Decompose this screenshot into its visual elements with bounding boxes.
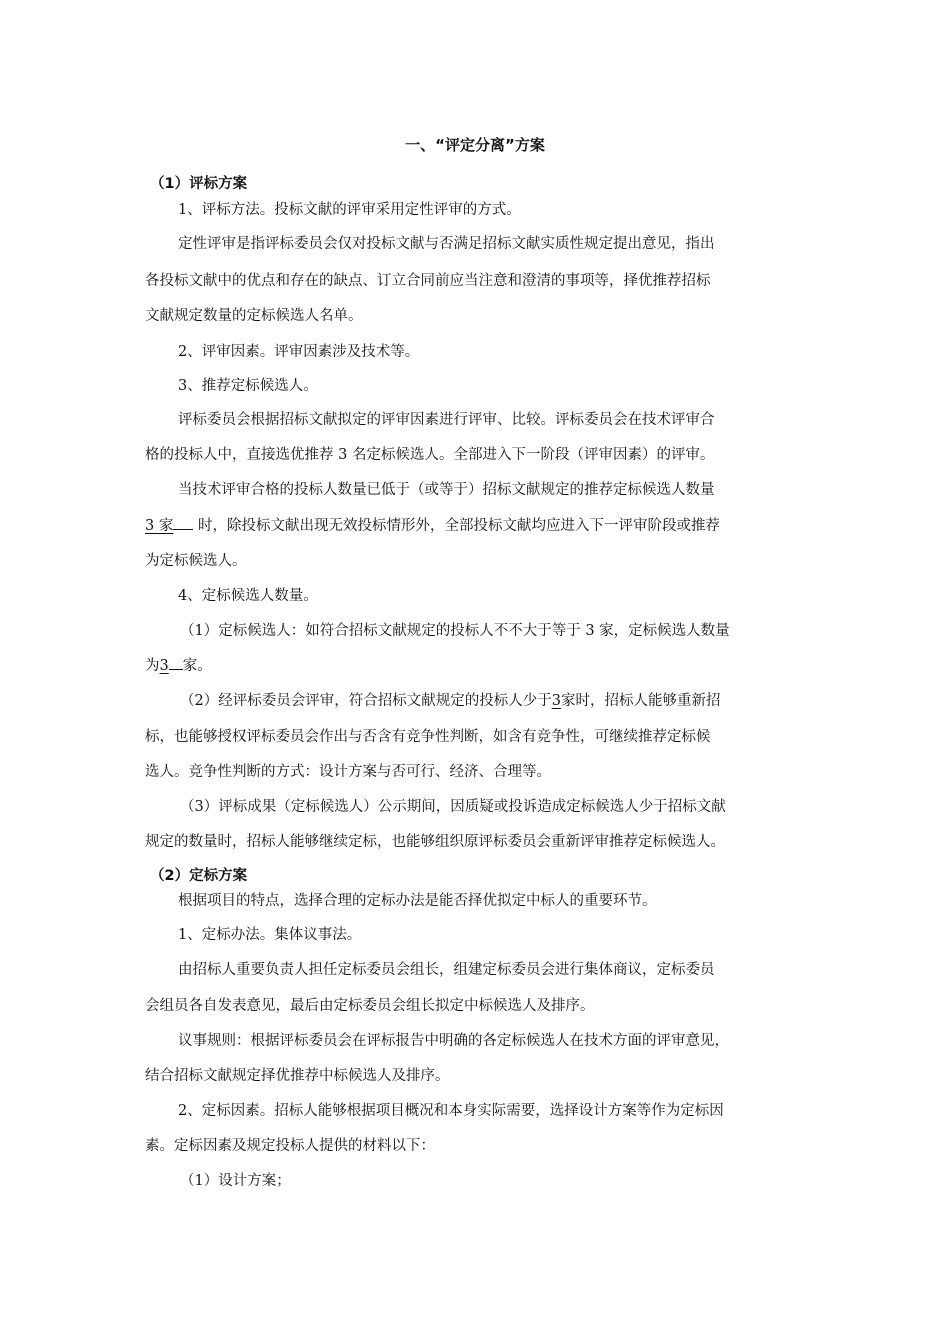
paragraph-line: 文献规定数量的定标候选人名单。 — [145, 308, 363, 324]
paragraph-text: 家。 — [182, 658, 212, 674]
underlined-count: 3 — [159, 658, 169, 674]
paragraph-line — [180, 689, 720, 710]
paragraph-line: 1、评标方法。投标文献的评审采用定性评审的方式。 — [178, 202, 521, 218]
paragraph-line: 选人。竞争性判断的方式：设计方案与否可行、经济、合理等。 — [145, 764, 551, 780]
paragraph-line: 3、推荐定标候选人。 — [178, 378, 318, 394]
section-heading-award-decision: （2）定标方案 — [150, 868, 248, 884]
paragraph-line: （1）定标候选人：如符合招标文献规定的投标人不不大于等于 3 家，定标候选人数量 — [180, 623, 730, 639]
paragraph-line: 规定的数量时，招标人能够继续定标，也能够组织原评标委员会重新评审推荐定标候选人。 — [145, 834, 725, 850]
paragraph-line — [145, 514, 720, 535]
paragraph-text: （2）经评标委员会评审，符合招标文献规定的投标人少于 — [180, 693, 552, 709]
paragraph-line: 结合招标文献规定择优推荐中标候选人及排序。 — [145, 1068, 450, 1084]
paragraph-line: 为定标候选人。 — [145, 553, 247, 569]
paragraph-line: （3）评标成果（定标候选人）公示期间，因质疑或投诉造成定标候选人少于招标文献 — [180, 799, 726, 815]
paragraph-line: 当技术评审合格的投标人数量已低于（或等于）招标文献规定的推荐定标候选人数量 — [178, 482, 715, 498]
paragraph-line: 会组员各自发表意见，最后由定标委员会组长拟定中标候选人及排序。 — [145, 998, 595, 1014]
underlined-count: 3 家 — [145, 518, 174, 534]
paragraph-text: 为 — [145, 658, 160, 674]
paragraph-text: 家时，招标人能够重新招 — [560, 693, 721, 709]
underline-blank — [169, 655, 183, 670]
paragraph-line: 素。定标因素及规定投标人提供的材料以下： — [145, 1138, 435, 1154]
underlined-count: 3 — [551, 693, 561, 709]
paragraph-line: （1）设计方案； — [180, 1173, 291, 1189]
paragraph-line: 各投标文献中的优点和存在的缺点、订立合同前应当注意和澄清的事项等，择优推荐招标 — [145, 273, 711, 289]
paragraph-line: 根据项目的特点，选择合理的定标办法是能否择优拟定中标人的重要环节。 — [178, 893, 657, 909]
section-heading-bid-evaluation: （1）评标方案 — [150, 176, 248, 192]
paragraph-text: 时，除投标文献出现无效投标情形外，全部投标文献均应进入下一评审阶段或推荐 — [197, 518, 720, 534]
document-title: 一、“评定分离”方案 — [405, 136, 545, 154]
paragraph-line: 评标委员会根据招标文献拟定的评审因素进行评审、比较。评标委员会在技术评审合 — [178, 412, 715, 428]
paragraph-line: 标，也能够授权评标委员会作出与否含有竞争性判断，如含有竞争性，可继续推荐定标候 — [145, 729, 711, 745]
paragraph-line: 议事规则：根据评标委员会在评标报告中明确的各定标候选人在技术方面的评审意见， — [178, 1033, 729, 1049]
paragraph-line: 定性评审是指评标委员会仅对投标文献与否满足招标文献实质性规定提出意见，指出 — [178, 236, 715, 252]
paragraph-line — [145, 654, 212, 675]
paragraph-line: 2、定标因素。招标人能够根据项目概况和本身实际需要，选择设计方案等作为定标因 — [178, 1103, 724, 1119]
underline-blank — [173, 515, 193, 530]
paragraph-line: 格的投标人中，直接选优推荐 3 名定标候选人。全部进入下一阶段（评审因素）的评审。 — [145, 447, 715, 463]
paragraph-line: 1、定标办法。集体议事法。 — [178, 927, 362, 943]
paragraph-line: 2、评审因素。评审因素涉及技术等。 — [178, 344, 420, 360]
paragraph-line: 4、定标候选人数量。 — [178, 588, 318, 604]
paragraph-line: 由招标人重要负责人担任定标委员会组长，组建定标委员会进行集体商议，定标委员 — [178, 962, 715, 978]
